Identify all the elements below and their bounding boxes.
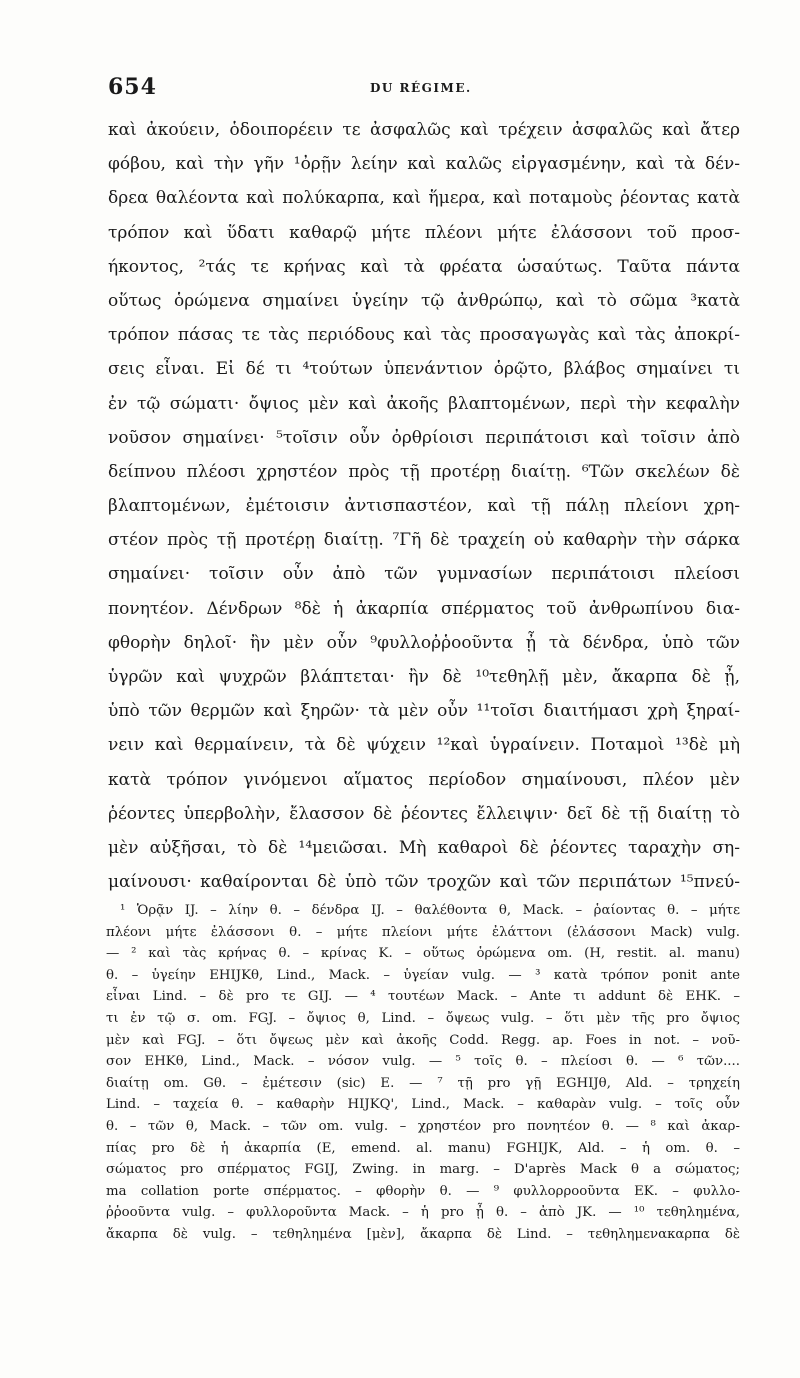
text-line: δρεα θαλέοντα καὶ πολύκαρπα, καὶ ἥμερα, καὶ ποταμοὺς ῥέοντας κατὰ [108,188,740,209]
text-line: νοῦσον σημαίνει· ⁵τοῖσιν οὖν ὀρθρίοισι περιπάτοισι καὶ τοῖσιν ἀπὸ [108,427,740,448]
text-line: ήκοντος, ²τάς τε κρήνας καὶ τὰ φρέατα ὡσαύτως. Ταῦτα πάντα [108,256,740,277]
text-line: οὕτως ὁρώμενα σημαίνει ὑγείην τῷ ἀνθρώπῳ, καὶ τὸ σῶμα ³κατὰ [108,290,740,311]
text-line: φθορὴν δηλοῖ· ἢν μὲν οὖν ⁹φυλλοῤῥοοῦντα ᾖ τὰ δένδρα, ὑπὸ τῶν [108,632,740,653]
footnote-line: ἄκαρπα δὲ vulg. – τεθηλημένα [μὲν], ἄκαρπα δὲ Lind. – τεθηλημενακαρπα δὲ [106,1226,740,1242]
text-line: μὲν αὐξῆσαι, τὸ δὲ ¹⁴μειῶσαι. Μὴ καθαροὶ δὲ ῥέοντες ταραχὴν ση- [108,837,740,858]
footnote-line: διαίτῃ om. Gθ. – ἐμέτεσιν (sic) E. — ⁷ τῇ pro γῇ EGHIJθ, Ald. – τρηχείη [106,1075,740,1091]
text-line: ὑπὸ τῶν θερμῶν καὶ ξηρῶν· τὰ μὲν οὖν ¹¹τοῖσι διαιτήμασι χρὴ ξηραί- [108,701,740,722]
text-line: νειν καὶ θερμαίνειν, τὰ δὲ ψύχειν ¹²καὶ ὑγραίνειν. Ποταμοὶ ¹³δὲ μὴ [108,735,740,756]
text-line: φόβου, καὶ τὴν γῆν ¹ὀρῇν λείην καὶ καλῶς εἰργασμένην, καὶ τὰ δέν- [108,154,740,175]
text-line: ὑγρῶν καὶ ψυχρῶν βλάπτεται· ἢν δὲ ¹⁰τεθηλῇ μὲν, ἄκαρπα δὲ ᾖ, [108,667,740,687]
footnote-line: σώματος pro σπέρματος FGIJ, Zwing. in marg. – D'après Mack θ a σώματος; [106,1162,740,1178]
footnote-line: ¹ Ὁρᾷν IJ. – λίην θ. – δένδρα IJ. – θαλέθοντα θ, Mack. – ῥαίοντας θ. – μήτε [120,903,740,918]
text-line: τρόπον πάσας τε τὰς περιόδους καὶ τὰς προσαγωγὰς καὶ τὰς ἀποκρί- [108,325,740,346]
footnote-line: τι ἐν τῷ σ. om. FGJ. – ὄψιος θ, Lind. – ὄψεως vulg. – ὅτι μὲν τῆς pro ὄψιος [106,1010,740,1026]
footnote-line: ῤῥοοῦντα vulg. – φυλλοροῦντα Mack. – ἡ pro ᾖ θ. – ἀπὸ JK. — ¹⁰ τεθηλημένα, [106,1205,740,1221]
text-line: τρόπον καὶ ὕδατι καθαρῷ μήτε πλέονι μήτε ἐλάσσονι τοῦ προσ- [108,222,740,243]
footnote-line: σον EHKθ, Lind., Mack. – νόσον vulg. — ⁵ τοῖς θ. – πλείοσι θ. — ⁶ τῶν.... [106,1054,740,1070]
running-title: DU RÉGIME. [370,81,472,95]
footnote-line: θ. – τῶν θ, Mack. – τῶν om. vulg. – χρηστέον pro πονητέον θ. — ⁸ καὶ ἀκαρ- [106,1118,740,1134]
footnote-line: ma collation porte σπέρματος. – φθορὴν θ. — ⁹ φυλλορροοῦντα EK. – φυλλο- [106,1183,740,1199]
page-header [108,74,738,104]
text-line: δείπνου πλέοσι χρηστέον πρὸς τῇ προτέρῃ διαίτῃ. ⁶Τῶν σκελέων δὲ [108,461,740,482]
footnote-line: θ. – ὑγείην EHIJKθ, Lind., Mack. – ὑγείαν vulg. — ³ κατὰ τρόπον ponit ante [106,967,740,983]
footnote-line: εἶναι Lind. – δὲ pro τε GIJ. — ⁴ τουτέων Mack. – Ante τι addunt δὲ EHK. – [106,989,740,1005]
footnote-line: μὲν καὶ FGJ. – ὅτι ὄψεως μὲν καὶ ἀκοῆς Codd. Regg. ap. Foes in not. – νοῦ- [106,1032,740,1048]
text-line: ἐν τῷ σώματι· ὄψιος μὲν καὶ ἀκοῆς βλαπτομένων, περὶ τὴν κεφαλὴν [108,393,740,414]
text-line: σημαίνει· τοῖσιν οὖν ἀπὸ τῶν γυμνασίων περιπάτοισι πλείοσι [108,564,740,585]
main-text [108,113,740,899]
footnotes [106,900,740,1246]
footnote-line: πίας pro δὲ ἡ ἀκαρπία (E, emend. al. manu) FGHIJK, Ald. – ἡ om. θ. – [106,1140,740,1156]
text-line: κατὰ τρόπον γινόμενοι αἵματος περίοδον σημαίνουσι, πλέον μὲν [108,769,740,790]
footnote-line: πλέονι μήτε ἐλάσσονι θ. – μήτε πλείονι μήτε ἐλάττονι (ἐλάσσονι Mack) vulg. [106,924,740,940]
text-line: βλαπτομένων, ἐμέτοισιν ἀντισπαστέον, καὶ τῇ πάλῃ πλείονι χρη- [108,496,740,517]
text-line: σεις εἶναι. Εἰ δέ τι ⁴τούτων ὑπενάντιον ὁρῷτο, βλάβος σημαίνει τι [108,359,740,380]
text-line: στέον πρὸς τῇ προτέρῃ διαίτῃ. ⁷Γῆ δὲ τραχείη οὐ καθαρὴν τὴν σάρκα [108,530,740,551]
text-line: πονητέον. Δένδρων ⁸δὲ ἡ ἀκαρπία σπέρματος τοῦ ἀνθρωπίνου δια- [108,598,740,619]
text-line: ῥέοντες ὑπερβολὴν, ἔλασσον δὲ ῥέοντες ἔλλειψιν· δεῖ δὲ τῇ διαίτῃ τὸ [108,803,740,824]
footnote-line: Lind. – ταχεία θ. – καθαρὴν HIJKQ', Lind., Mack. – καθαρὰν vulg. – τοῖς οὖν [106,1097,740,1113]
text-line: καὶ ἀκούειν, ὁδοιπορέειν τε ἀσφαλῶς καὶ τρέχειν ἀσφαλῶς καὶ ἄτερ [108,120,740,140]
footnote-line: — ² καὶ τὰς κρήνας θ. – κρίνας K. – οὕτως ὁρώμενα om. (H, restit. al. manu) [106,946,740,962]
page-number: 654 [108,74,157,100]
text-line: μαίνουσι· καθαίρονται δὲ ὑπὸ τῶν τροχῶν καὶ τῶν περιπάτων ¹⁵πνεύ- [108,872,740,893]
